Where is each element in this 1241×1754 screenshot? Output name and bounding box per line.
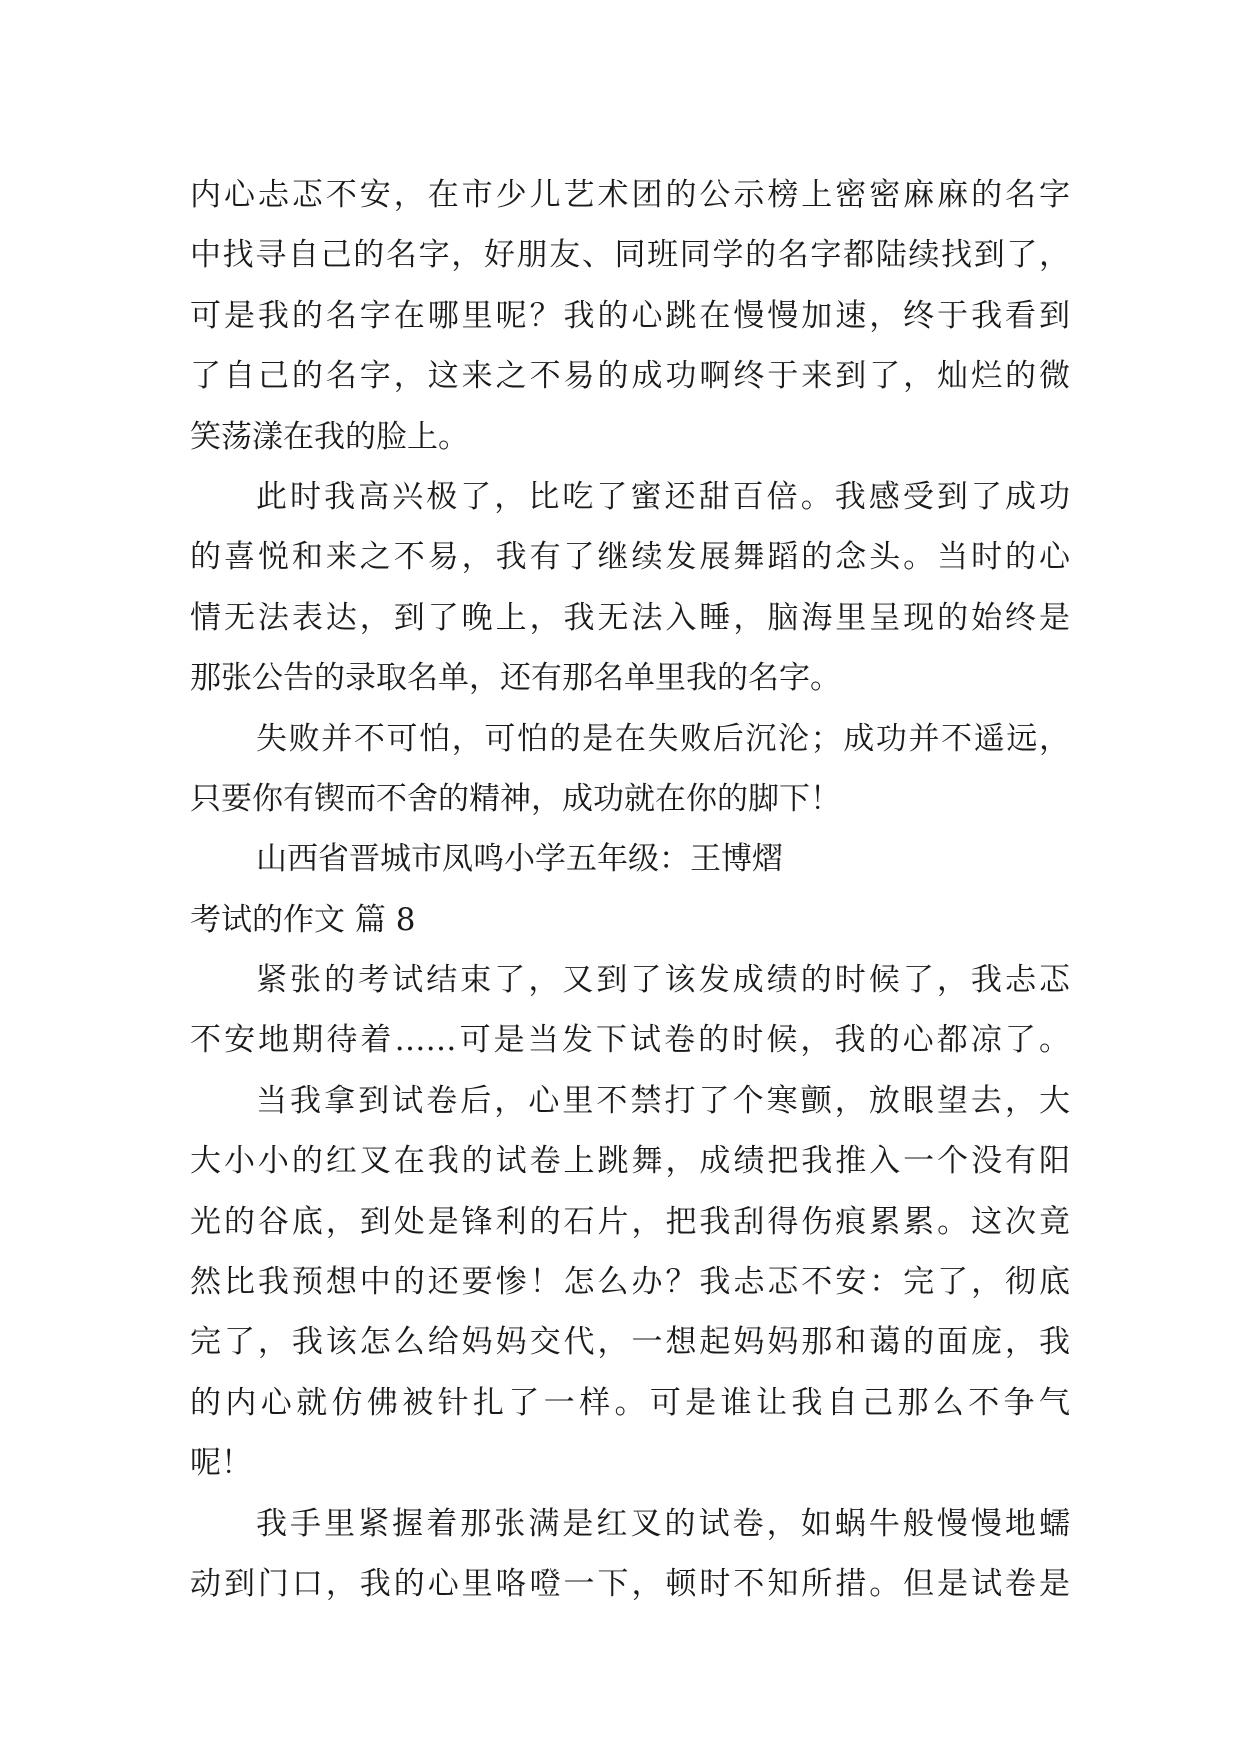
text-line: 动到门口，我的心里咯噔一下，顿时不知所措。但是试卷是 bbox=[190, 1565, 1070, 1602]
text-line: 那张公告的录取名单，还有那名单里我的名字。 bbox=[190, 660, 841, 697]
text-line: 大小小的红叉在我的试卷上跳舞，成绩把我推入一个没有阳 bbox=[190, 1143, 1070, 1180]
text-line: 失败并不可怕，可怕的是在失败后沉沦；成功并不遥远， bbox=[256, 720, 1070, 757]
text-line: 的喜悦和来之不易，我有了继续发展舞蹈的念头。当时的心 bbox=[190, 539, 1070, 576]
text-line: 然比我预想中的还要惨！怎么办？我忐忑不安：完了，彻底 bbox=[190, 1264, 1070, 1301]
text-line: 当我拿到试卷后，心里不禁打了个寒颤，放眼望去，大 bbox=[256, 1082, 1070, 1119]
text-line: 完了，我该怎么给妈妈交代，一想起妈妈那和蔼的面庞，我 bbox=[190, 1324, 1070, 1361]
text-line: 了自己的名字，这来之不易的成功啊终于来到了，灿烂的微 bbox=[190, 358, 1070, 395]
text-line: 的内心就仿佛被针扎了一样。可是谁让我自己那么不争气 bbox=[190, 1384, 1070, 1421]
text-line: 可是我的名字在哪里呢？我的心跳在慢慢加速，终于我看到 bbox=[190, 297, 1070, 334]
document-page bbox=[190, 165, 1070, 1614]
section-heading: 考试的作文 篇 8 bbox=[190, 901, 416, 938]
text-line: 山西省晋城市凤鸣小学五年级：王博熠 bbox=[256, 841, 783, 878]
text-line: 中找寻自己的名字，好朋友、同班同学的名字都陆续找到了， bbox=[190, 237, 1070, 274]
text-line: 只要你有锲而不舍的精神，成功就在你的脚下！ bbox=[190, 780, 841, 817]
text-line: 紧张的考试结束了，又到了该发成绩的时候了，我忐忑 bbox=[256, 962, 1070, 999]
text-line: 我手里紧握着那张满是红叉的试卷，如蜗牛般慢慢地蠕 bbox=[256, 1505, 1070, 1542]
text-line: 情无法表达，到了晚上，我无法入睡，脑海里呈现的始终是 bbox=[190, 599, 1070, 636]
text-line: 此时我高兴极了，比吃了蜜还甜百倍。我感受到了成功 bbox=[256, 478, 1070, 515]
text-line: 笑荡漾在我的脸上。 bbox=[190, 418, 469, 455]
text-line: 不安地期待着……可是当发下试卷的时候，我的心都凉了。 bbox=[190, 1022, 1070, 1059]
text-line: 呢！ bbox=[190, 1445, 252, 1482]
text-line: 光的谷底，到处是锋利的石片，把我刮得伤痕累累。这次竟 bbox=[190, 1203, 1070, 1240]
text-line: 内心忐忑不安，在市少儿艺术团的公示榜上密密麻麻的名字 bbox=[190, 177, 1070, 213]
